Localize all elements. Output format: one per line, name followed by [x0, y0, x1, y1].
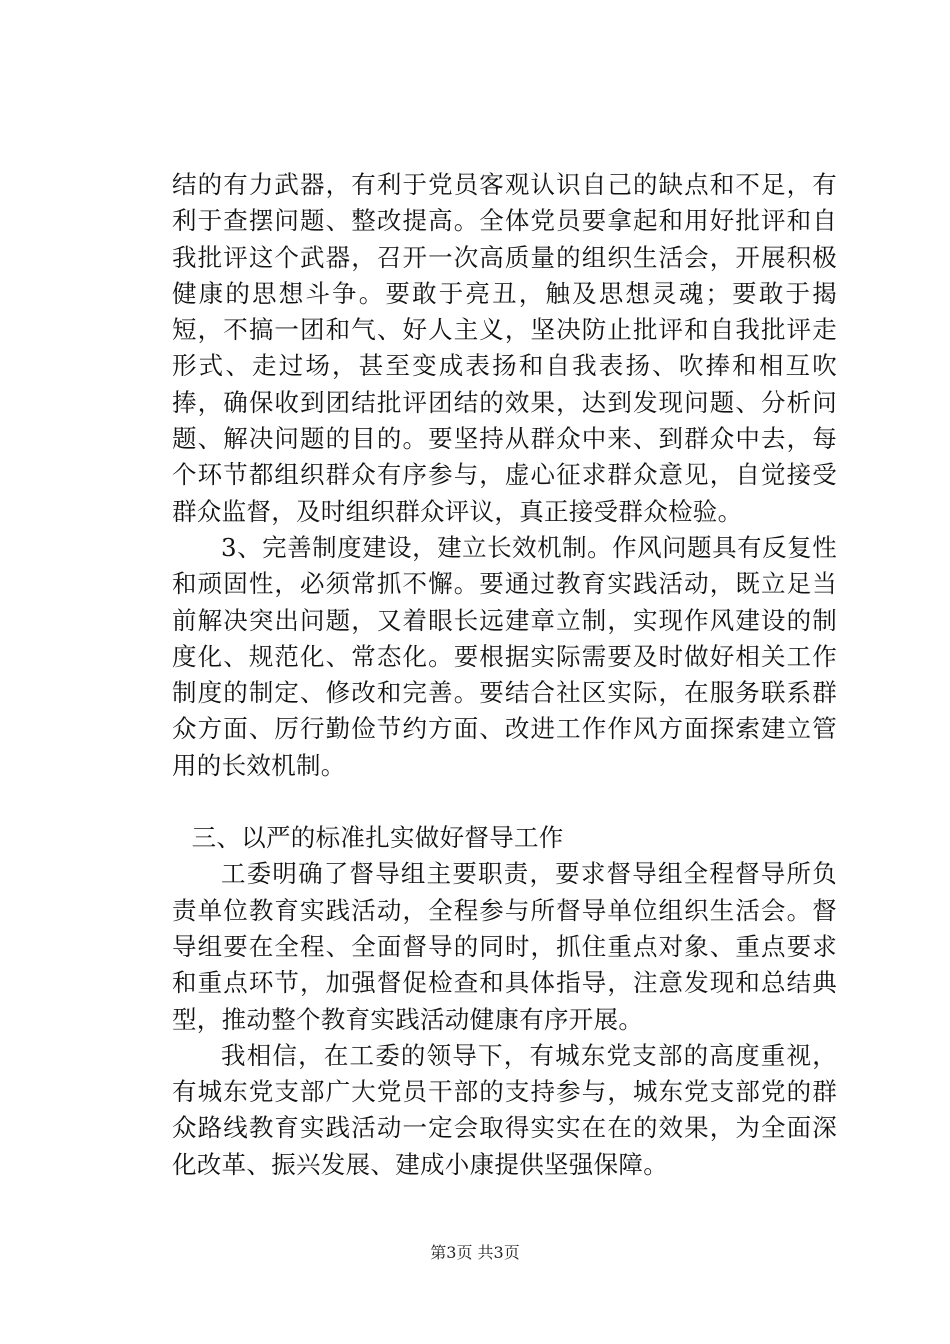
paragraph-supervision: 工委明确了督导组主要职责，要求督导组全程督导所负责单位教育实践活动，全程参与所督导单位组织生活会。督导组要在全程、全面督导的同时，抓住重点对象、重点要求和重点环节，加强督促检查和具体指导，注意发现和总结典型，推动整个教育实践活动健康有序开展。 [172, 859, 837, 1034]
paragraph-conclusion: 我相信，在工委的领导下，有城东党支部的高度重视，有城东党支部广大党员干部的支持参与，城东党支部党的群众路线教育实践活动一定会取得实实在在的效果，为全面深化改革、振兴发展、建成小康提供坚强保障。 [172, 1040, 837, 1179]
section-heading: 三、以严的标准扎实做好督导工作 [191, 823, 564, 853]
document-body [172, 167, 837, 1183]
paragraph-continuation: 结的有力武器，有利于党员客观认识自己的缺点和不足，有利于查摆问题、整改提高。全体党员要拿起和用好批评和自我批评这个武器，召开一次高质量的组织生活会，开展积极健康的思想斗争。要敢于亮丑，触及思想灵魂；要敢于揭短，不搞一团和气、好人主义，坚决防止批评和自我批评走形式、走过场，甚至变成表扬和自我表扬、吹捧和相互吹捧，确保收到团结批评团结的效果，达到发现问题、分析问题、解决问题的目的。要坚持从群众中来、到群众中去，每个环节都组织群众有序参与，虚心征求群众意见，自觉接受群众监督，及时组织群众评议，真正接受群众检验。 [172, 170, 837, 526]
page-footer: 第3页 共3页 [430, 1243, 520, 1262]
paragraph-gap [172, 784, 837, 820]
paragraph-item-3: 3、完善制度建设，建立长效机制。作风问题具有反复性和顽固性，必须常抓不懈。要通过教育实践活动，既立足当前解决突出问题，又着眼长远建章立制，实现作风建设的制度化、规范化、常态化。要根据实际需要及时做好相关工作制度的制定、修改和完善。要结合社区实际，在服务联系群众方面、厉行勤俭节约方面、改进工作作风方面探索建立管用的长效机制。 [172, 532, 837, 780]
